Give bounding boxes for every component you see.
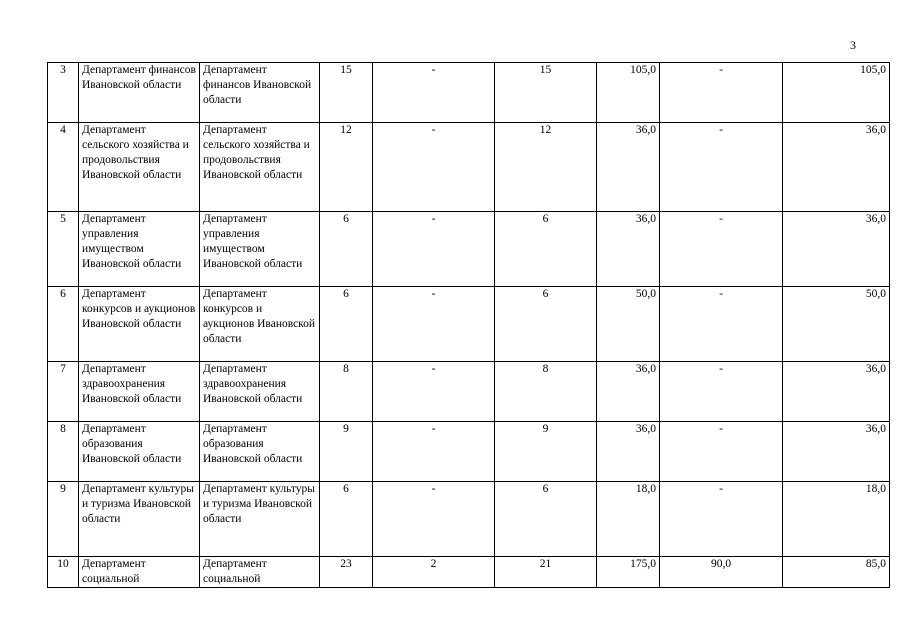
amount-remaining-cell: 36,0: [783, 212, 890, 287]
department-name-repeat-cell: Департамент управления имуществом Ивановской области: [200, 212, 320, 287]
count-total-cell: 6: [320, 212, 373, 287]
table-row: [48, 422, 890, 482]
table-row: [48, 212, 890, 287]
count-remaining-cell: 6: [495, 287, 597, 362]
count-secondary-cell: 2: [373, 557, 495, 588]
department-name-repeat-cell: Департамент здравоохранения Ивановской области: [200, 362, 320, 422]
page-number: 3: [850, 38, 856, 52]
count-secondary-cell: -: [373, 422, 495, 482]
count-secondary-cell: -: [373, 287, 495, 362]
amount-remaining-cell: 36,0: [783, 362, 890, 422]
count-remaining-cell: 6: [495, 212, 597, 287]
department-name-cell: Департамент сельского хозяйства и продовольствия Ивановской области: [79, 123, 200, 212]
amount-secondary-cell: -: [660, 123, 783, 212]
count-total-cell: 6: [320, 482, 373, 557]
department-name-cell: Департамент здравоохранения Ивановской области: [79, 362, 200, 422]
count-remaining-cell: 9: [495, 422, 597, 482]
amount-secondary-cell: -: [660, 212, 783, 287]
count-total-cell: 15: [320, 63, 373, 123]
amount-total-cell: 105,0: [597, 63, 660, 123]
department-name-repeat-cell: Департамент конкурсов и аукционов Ивановской области: [200, 287, 320, 362]
amount-total-cell: 36,0: [597, 212, 660, 287]
department-name-cell: Департамент культуры и туризма Ивановской области: [79, 482, 200, 557]
row-number-cell: 5: [48, 212, 79, 287]
count-total-cell: 6: [320, 287, 373, 362]
amount-secondary-cell: -: [660, 287, 783, 362]
amount-secondary-cell: 90,0: [660, 557, 783, 588]
count-secondary-cell: -: [373, 482, 495, 557]
amount-total-cell: 36,0: [597, 362, 660, 422]
department-name-repeat-cell: Департамент сельского хозяйства и продовольствия Ивановской области: [200, 123, 320, 212]
department-name-cell: Департамент конкурсов и аукционов Ивановской области: [79, 287, 200, 362]
department-name-cell: Департамент управления имуществом Ивановской области: [79, 212, 200, 287]
amount-secondary-cell: -: [660, 63, 783, 123]
table-row: [48, 557, 890, 588]
department-name-cell: Департамент социальной: [79, 557, 200, 588]
departments-table: [47, 62, 890, 588]
table-row: [48, 287, 890, 362]
department-name-repeat-cell: Департамент финансов Ивановской области: [200, 63, 320, 123]
table-row: [48, 63, 890, 123]
count-secondary-cell: -: [373, 63, 495, 123]
department-name-repeat-cell: Департамент социальной: [200, 557, 320, 588]
amount-remaining-cell: 50,0: [783, 287, 890, 362]
department-name-repeat-cell: Департамент культуры и туризма Ивановской области: [200, 482, 320, 557]
amount-total-cell: 36,0: [597, 422, 660, 482]
amount-total-cell: 36,0: [597, 123, 660, 212]
count-remaining-cell: 15: [495, 63, 597, 123]
amount-remaining-cell: 105,0: [783, 63, 890, 123]
department-name-cell: Департамент образования Ивановской области: [79, 422, 200, 482]
amount-secondary-cell: -: [660, 422, 783, 482]
count-secondary-cell: -: [373, 362, 495, 422]
amount-secondary-cell: -: [660, 482, 783, 557]
row-number-cell: 9: [48, 482, 79, 557]
department-name-repeat-cell: Департамент образования Ивановской области: [200, 422, 320, 482]
row-number-cell: 8: [48, 422, 79, 482]
department-name-cell: Департамент финансов Ивановской области: [79, 63, 200, 123]
row-number-cell: 10: [48, 557, 79, 588]
amount-remaining-cell: 85,0: [783, 557, 890, 588]
row-number-cell: 4: [48, 123, 79, 212]
count-secondary-cell: -: [373, 212, 495, 287]
row-number-cell: 6: [48, 287, 79, 362]
amount-remaining-cell: 18,0: [783, 482, 890, 557]
table-row: [48, 482, 890, 557]
count-secondary-cell: -: [373, 123, 495, 212]
count-total-cell: 12: [320, 123, 373, 212]
amount-total-cell: 50,0: [597, 287, 660, 362]
count-remaining-cell: 12: [495, 123, 597, 212]
row-number-cell: 3: [48, 63, 79, 123]
count-total-cell: 23: [320, 557, 373, 588]
amount-remaining-cell: 36,0: [783, 422, 890, 482]
count-total-cell: 9: [320, 422, 373, 482]
amount-total-cell: 18,0: [597, 482, 660, 557]
table-row: [48, 123, 890, 212]
amount-secondary-cell: -: [660, 362, 783, 422]
count-remaining-cell: 21: [495, 557, 597, 588]
count-remaining-cell: 6: [495, 482, 597, 557]
row-number-cell: 7: [48, 362, 79, 422]
amount-remaining-cell: 36,0: [783, 123, 890, 212]
count-total-cell: 8: [320, 362, 373, 422]
count-remaining-cell: 8: [495, 362, 597, 422]
table-row: [48, 362, 890, 422]
amount-total-cell: 175,0: [597, 557, 660, 588]
